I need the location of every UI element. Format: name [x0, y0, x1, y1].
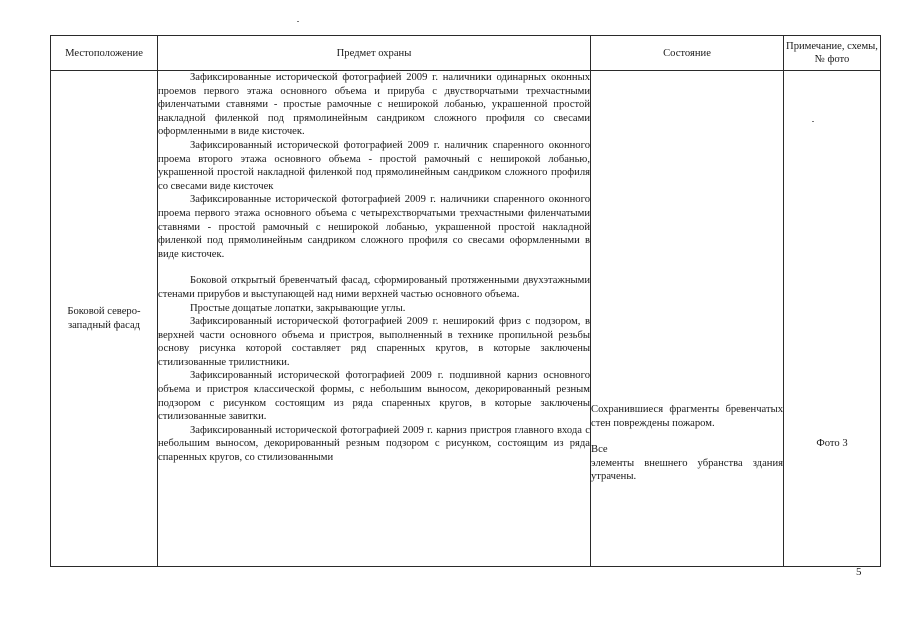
paragraph-spacer [158, 261, 590, 274]
subject-paragraph: Боковой открытый бревенчатый фасад, сформированый протяженными двухэтажными стенами прирубов и выступающей над ними верхней частью основного объема. [158, 275, 590, 300]
photo-reference: Фото 3 [816, 438, 848, 450]
table-header-row [51, 36, 881, 71]
state-text-lost: элементы внешнего убранства здания утрачены. [591, 457, 783, 483]
scan-speck [812, 121, 814, 122]
location-cell: Боковой северо-западный фасад [51, 71, 158, 567]
state-text-damaged: Сохранившиеся фрагменты бревенчатых стен повреждены пожаром. [591, 404, 783, 429]
header-location: Местоположение [51, 36, 158, 71]
header-note: Примечание, схемы, № фото [784, 36, 881, 71]
scan-speck [297, 21, 299, 22]
state-spacer [591, 430, 783, 443]
state-text-all: Все [591, 444, 608, 456]
subject-paragraph: Зафиксированный исторической фотографией 2009 г. подшивной карниз основного объема и пристроя классической формы, с небольшим выносом, декорированный резным подзором с рисунком состоящим из ряда спаренных кругов, в которые заключены стилизованные завитки. [158, 370, 590, 423]
subject-paragraph: Зафиксированный исторической фотографией 2009 г. наличник спаренного оконного проема второго этажа основного объема - простой рамочный с неширокой лобанью, украшенной простой накладной филенкой под прямолинейным сандриком сложного профиля со свесами виде кисточек [158, 139, 590, 192]
subject-paragraph: Зафиксированные исторической фотографией 2009 г. наличники одинарных оконных проемов первого этажа основного объема и прируба с двустворчатыми трехчастными филенчатыми ставнями - простые рамочные с неширокой лобанью, украшенной простой накладной филенкой под прямолинейным сандриком сложного профиля со свесами оформленными в виде кисточек. [158, 72, 590, 138]
note-cell [784, 71, 881, 567]
subject-cell [158, 71, 591, 567]
page-number: 5 [856, 566, 862, 578]
header-state: Состояние [591, 36, 784, 71]
table-row [51, 71, 881, 567]
subject-paragraph: Простые дощатые лопатки, закрывающие углы. [190, 302, 406, 314]
subject-paragraph: Зафиксированный исторической фотографией 2009 г. карниз пристроя главного входа с небольшим выносом, декорированный резным подзором с рисунком, состоящим из ряда спаренных кругов, со стилизованными [158, 424, 590, 464]
subject-paragraph: Зафиксированные исторической фотографией 2009 г. наличники спаренного оконного проема первого этажа основного объема с четырехстворчатыми трехчастными филенчатыми ставнями - простой рамочный с неширокой лобанью, украшенной простой накладной филенкой под прямолинейным сандриком сложного профиля со свесами оформленными в виде кисточек. [158, 194, 590, 260]
subject-paragraph: Зафиксированный исторической фотографией 2009 г. неширокий фриз с подзором, в верхней части основного объема и пристроя, выполненный в технике пропильной резьбы основу рисунка которой составляет ряд спаренных кругов, в которые заключены стилизованные трилистники. [158, 316, 590, 368]
header-subject: Предмет охраны [158, 36, 591, 71]
protection-table [50, 35, 881, 567]
state-cell [591, 71, 784, 567]
